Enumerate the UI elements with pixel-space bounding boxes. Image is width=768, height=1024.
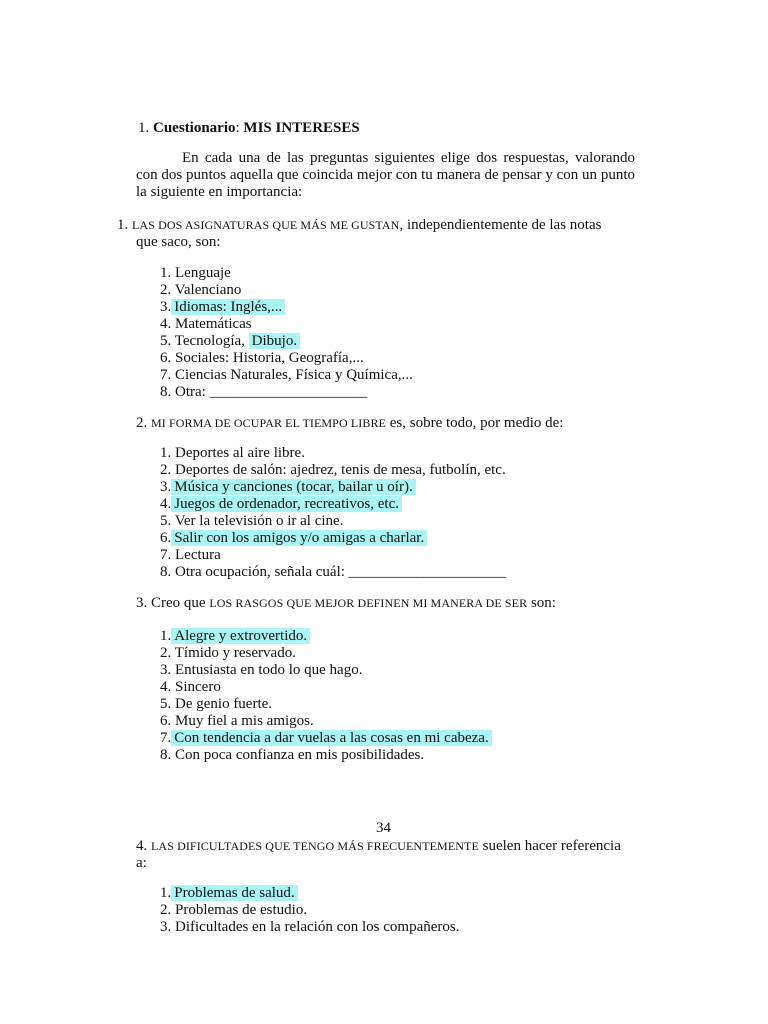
- highlighted-answer: Juegos de ordenador, recreativos, etc.: [171, 496, 402, 512]
- list-item: 1. Alegre y extrovertido.: [160, 628, 310, 645]
- heading-colon: :: [235, 120, 240, 136]
- list-item: 8. Otra ocupación, señala cuál: _____________________: [160, 564, 507, 580]
- question-1-line-1: [117, 217, 601, 234]
- list-item: 1. Deportes al aire libre.: [160, 445, 305, 461]
- question-number: 3.: [136, 595, 148, 611]
- list-item: 3. Idiomas: Inglés,...: [160, 299, 285, 316]
- list-item: 4. Sincero: [160, 679, 221, 695]
- question-1-line-2: que saco, son:: [136, 234, 221, 250]
- highlighted-answer: Dibujo.: [249, 333, 300, 349]
- heading-number: 1.: [138, 120, 150, 136]
- highlighted-answer: Idiomas: Inglés,...: [171, 299, 285, 315]
- list-item: 5. De genio fuerte.: [160, 696, 273, 712]
- highlighted-answer: Problemas de salud.: [171, 885, 297, 901]
- highlighted-answer: Salir con los amigos y/o amigas a charlar.: [171, 530, 427, 546]
- list-item: 6. Salir con los amigos y/o amigas a charlar.: [160, 530, 427, 547]
- list-item: 6. Muy fiel a mis amigos.: [160, 713, 314, 729]
- list-item: 3. Dificultades en la relación con los compañeros.: [160, 919, 460, 935]
- list-item: 7. Con tendencia a dar vuelas a las cosas en mi cabeza.: [160, 730, 492, 747]
- list-item: 2. Tímido y reservado.: [160, 645, 296, 661]
- question-4-line-2: a:: [136, 855, 147, 871]
- list-item: 7. Ciencias Naturales, Física y Química,...: [160, 367, 413, 383]
- list-item: 3. Entusiasta en todo lo que hago.: [160, 662, 363, 678]
- list-item: 4. Matemáticas: [160, 316, 252, 332]
- question-number: 4.: [136, 838, 148, 854]
- list-item: 5. Tecnología, Dibujo.: [160, 333, 300, 350]
- heading-title: MIS INTERESES: [243, 120, 360, 136]
- question-number: 1.: [117, 217, 129, 233]
- list-item: 1. Lenguaje: [160, 265, 231, 281]
- list-item: 2. Problemas de estudio.: [160, 902, 308, 918]
- list-item: 2. Valenciano: [160, 282, 242, 298]
- list-item: 4. Juegos de ordenador, recreativos, etc.: [160, 496, 402, 513]
- page-number: 34: [376, 820, 391, 836]
- question-caps: LAS DOS ASIGNATURAS QUE MÁS ME GUSTAN: [132, 218, 400, 232]
- question-caps: LOS RASGOS QUE MEJOR DEFINEN MI MANERA DE SER: [209, 596, 528, 610]
- question-3-line-1: [136, 595, 556, 612]
- list-item: 8. Otra: _____________________: [160, 384, 368, 400]
- question-4-line-1: [136, 838, 621, 855]
- intro-text: En cada una de las preguntas siguientes elige dos respuestas, valorando con dos puntos aquella que coincida mejor con tu manera de pensar y con un punto la siguiente en importancia:: [136, 150, 635, 200]
- question-2-line-1: [136, 415, 563, 432]
- question-text: son:: [527, 595, 556, 611]
- heading-label: Cuestionario: [153, 120, 236, 136]
- question-number: 2.: [136, 415, 148, 431]
- highlighted-answer: Alegre y extrovertido.: [171, 628, 310, 644]
- question-caps: LAS DIFICULTADES QUE TENGO MÁS FRECUENTEMENTE: [151, 839, 479, 853]
- question-text: es, sobre todo, por medio de:: [386, 415, 564, 431]
- list-item: 8. Con poca confianza en mis posibilidades.: [160, 747, 425, 763]
- question-text: Creo que: [147, 595, 210, 611]
- section-heading: [138, 120, 360, 137]
- list-item: 2. Deportes de salón: ajedrez, tenis de mesa, futbolín, etc.: [160, 462, 506, 478]
- list-item: 3. Música y canciones (tocar, bailar u oír).: [160, 479, 416, 496]
- list-item: 7. Lectura: [160, 547, 221, 563]
- highlighted-answer: Música y canciones (tocar, bailar u oír).: [171, 479, 415, 495]
- intro-paragraph: [136, 150, 635, 201]
- highlighted-answer: Con tendencia a dar vuelas a las cosas en mi cabeza.: [171, 730, 491, 746]
- list-item: 5. Ver la televisión o ir al cine.: [160, 513, 344, 529]
- question-text: suelen hacer referencia: [478, 838, 621, 854]
- list-item: 6. Sociales: Historia, Geografía,...: [160, 350, 364, 366]
- list-item: 1. Problemas de salud.: [160, 885, 298, 902]
- question-caps: MI FORMA DE OCUPAR EL TIEMPO LIBRE: [151, 416, 386, 430]
- question-text: , independientemente de las notas: [399, 217, 602, 233]
